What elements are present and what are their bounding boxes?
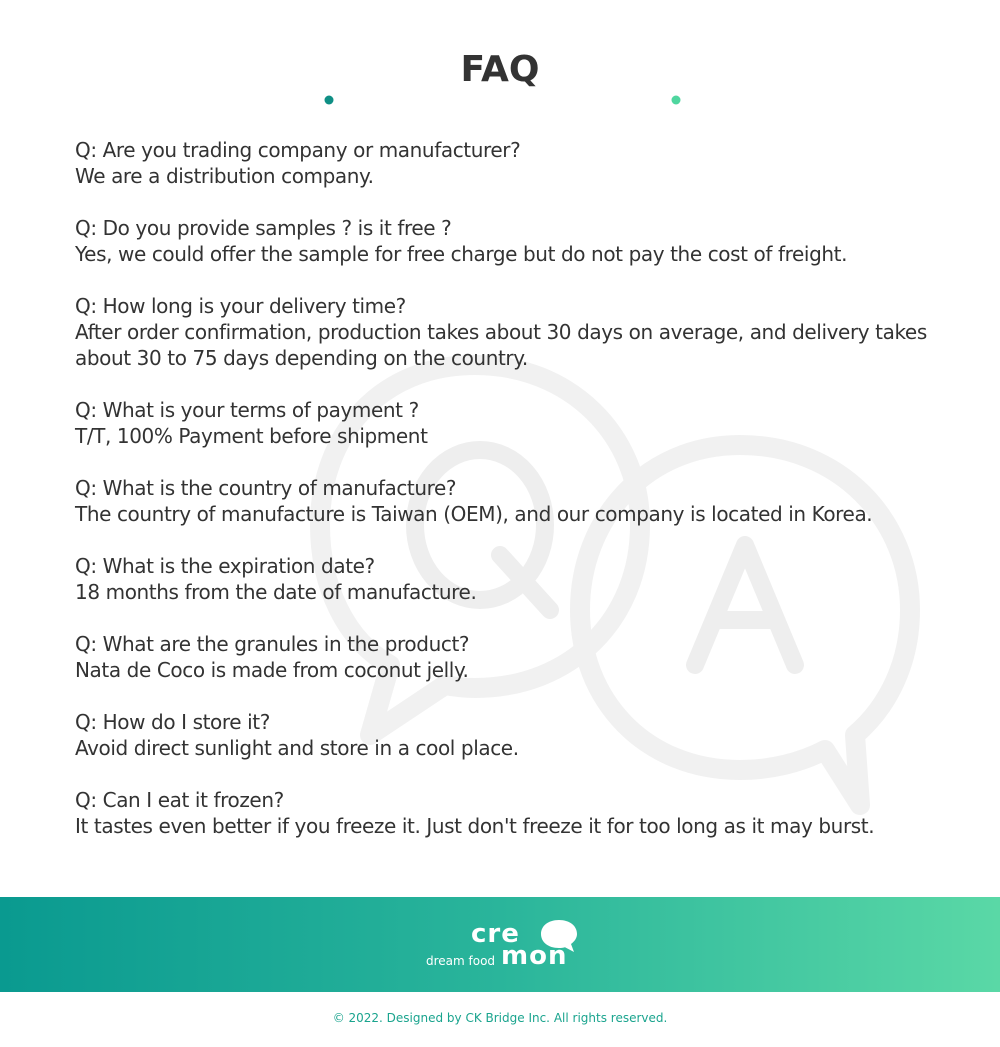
faq-question: Q: What is the country of manufacture? <box>75 476 457 500</box>
faq-item <box>75 709 955 761</box>
faq-answer: The country of manufacture is Taiwan (OEM), and our company is located in Korea. <box>75 502 873 526</box>
faq-item <box>75 475 955 527</box>
faq-answer: Yes, we could offer the sample for free charge but do not pay the cost of freight. <box>75 242 848 266</box>
faq-item <box>75 137 955 189</box>
page-title: FAQ <box>460 49 540 90</box>
faq-answer: After order confirmation, production takes about 30 days on average, and delivery takes about 30 to 75 days depending on the country. <box>75 320 927 370</box>
logo-word-bottom: mon <box>501 941 568 971</box>
faq-question: Q: What is the expiration date? <box>75 554 375 578</box>
faq-answer: It tastes even better if you freeze it. Just don't freeze it for too long as it may burst. <box>75 814 875 838</box>
faq-item <box>75 787 955 839</box>
title-underline <box>324 94 681 106</box>
faq-question: Q: How long is your delivery time? <box>75 294 406 318</box>
logo-word-top: cre <box>471 919 520 949</box>
logo-tagline: dream food <box>426 954 496 968</box>
faq-answer: 18 months from the date of manufacture. <box>75 580 477 604</box>
faq-question: Q: How do I store it? <box>75 710 270 734</box>
faq-item <box>75 631 955 683</box>
faq-answer: Nata de Coco is made from coconut jelly. <box>75 658 469 682</box>
faq-question: Q: Are you trading company or manufacturer? <box>75 138 521 162</box>
faq-question: Q: What is your terms of payment ? <box>75 398 419 422</box>
faq-list <box>75 137 955 865</box>
faq-item <box>75 397 955 449</box>
faq-item <box>75 215 955 267</box>
faq-answer: T/T, 100% Payment before shipment <box>75 424 428 448</box>
faq-item <box>75 293 955 371</box>
copyright-text: © 2022. Designed by CK Bridge Inc. All rights reserved. <box>332 1011 668 1025</box>
faq-answer: Avoid direct sunlight and store in a cool place. <box>75 736 519 760</box>
faq-item <box>75 553 955 605</box>
faq-question: Q: Do you provide samples ? is it free ? <box>75 216 452 240</box>
faq-question: Q: Can I eat it frozen? <box>75 788 284 812</box>
faq-question: Q: What are the granules in the product? <box>75 632 470 656</box>
faq-answer: We are a distribution company. <box>75 164 374 188</box>
